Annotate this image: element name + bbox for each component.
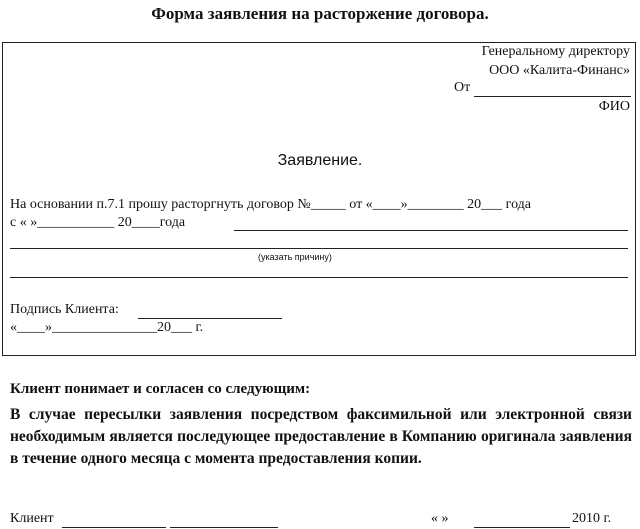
termination-date-line: с « »___________ 20____года xyxy=(10,215,186,230)
from-name-line xyxy=(474,96,631,97)
reason-line-1 xyxy=(234,230,628,231)
footer-year: 2010 г. xyxy=(572,511,612,526)
footer-month-line xyxy=(474,527,570,528)
from-label: От xyxy=(454,80,471,95)
client-signature-line xyxy=(138,318,282,319)
agreement-heading: Клиент понимает и согласен со следующим: xyxy=(10,381,311,397)
footer-client-label: Клиент xyxy=(10,511,54,526)
addressee-company: ООО «Калита-Финанс» xyxy=(489,63,630,78)
agreement-text: В случае пересылки заявления посредством факсимильной или электронной связи необходимым является последующее предоставление в Компанию оригинала заявления в течение одного месяца с момента предоставления копии. xyxy=(10,406,632,467)
form-date-line: «____»_______________20___ г. xyxy=(10,320,204,335)
client-signature-label: Подпись Клиента: xyxy=(10,302,119,317)
reason-line-3 xyxy=(10,277,628,278)
contract-termination-line: На основании п.7.1 прошу расторгнуть договор №_____ от «____»________ 20___ года xyxy=(10,197,532,212)
addressee-position: Генеральному директору xyxy=(481,44,630,59)
footer-client-name-line xyxy=(62,527,166,528)
footer-date: « » xyxy=(431,511,449,526)
footer-client-signature-line xyxy=(170,527,278,528)
statement-heading: Заявление. xyxy=(277,152,363,169)
reason-line-2 xyxy=(10,248,628,249)
fio-label: ФИО xyxy=(598,99,630,114)
reason-hint: (указать причину) xyxy=(258,252,332,262)
document-title: Форма заявления на расторжение договора. xyxy=(151,4,489,23)
